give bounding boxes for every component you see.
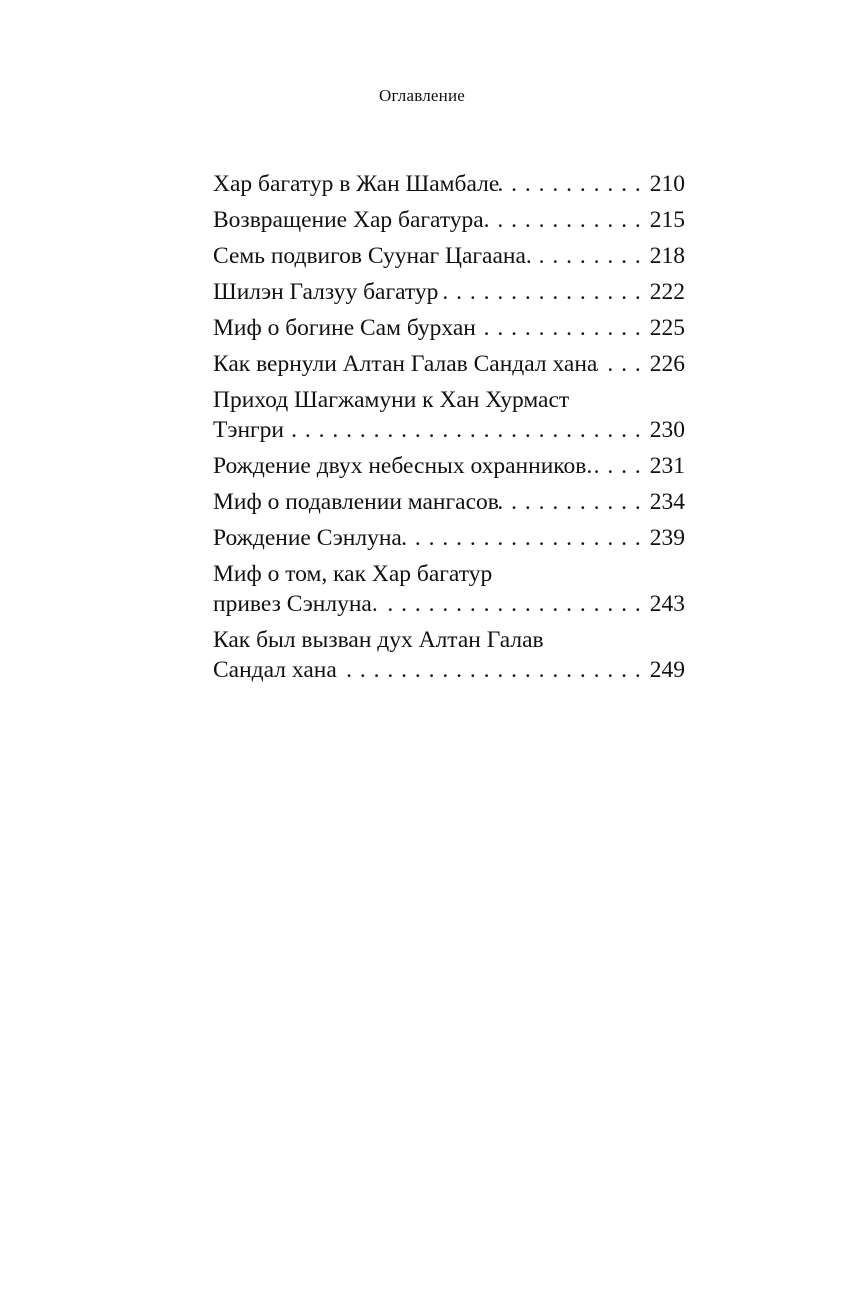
- dot-leader: [484, 202, 642, 238]
- toc-entry-page: 210: [649, 171, 685, 197]
- toc-entry-title-line-1: Как был вызван дух Алтан Галав: [213, 627, 544, 653]
- toc-entry-page: 230: [649, 417, 685, 443]
- toc-entry[interactable]: [213, 448, 685, 484]
- toc-entry[interactable]: [213, 238, 685, 274]
- toc-entry[interactable]: [213, 310, 685, 346]
- toc-entry-title: Рождение Сэнлуна: [213, 525, 402, 551]
- toc-entry[interactable]: [213, 166, 685, 202]
- toc-entry-page: 226: [649, 351, 685, 377]
- dot-leader: [597, 346, 641, 382]
- toc-entry[interactable]: [213, 274, 685, 310]
- toc-entry-title: Шилэн Галзуу багатур: [213, 279, 439, 305]
- toc-entry-page: 231: [649, 453, 685, 479]
- toc-entry-page: 215: [649, 207, 685, 233]
- dot-leader: [476, 310, 642, 346]
- toc-entry[interactable]: [213, 346, 685, 382]
- toc-entry-title-line-2: Тэнгри: [213, 417, 284, 443]
- toc-entry[interactable]: [213, 382, 685, 448]
- toc-entry-title: Семь подвигов Суунаг Цагаана.: [213, 243, 532, 269]
- dot-leader: [378, 586, 642, 622]
- toc-entry[interactable]: [213, 520, 685, 556]
- toc-entry-title: Возвращение Хар багатура: [213, 207, 484, 233]
- toc-entry-page: 218: [649, 243, 685, 269]
- toc-entry[interactable]: [213, 202, 685, 238]
- toc-entry-title: Как вернули Алтан Галав Сандал хана: [213, 351, 598, 377]
- dot-leader: [402, 520, 642, 556]
- toc-entry-title-line-2: Сандал хана: [213, 657, 337, 683]
- toc-entry[interactable]: [213, 484, 685, 520]
- toc-entry-page: 243: [649, 591, 685, 617]
- running-head: Оглавление: [379, 86, 465, 105]
- toc-entry-page: 222: [649, 279, 685, 305]
- toc-entry-title-line-1: Приход Шагжамуни к Хан Хурмаст: [213, 387, 570, 413]
- toc-entry-title: Рождение двух небесных охранников.: [213, 453, 593, 479]
- toc-entry[interactable]: [213, 622, 685, 688]
- toc-entry-title: Хар багатур в Жан Шамбале: [213, 171, 500, 197]
- toc-entry-title-line-2: привез Сэнлуна.: [213, 591, 378, 617]
- toc-entry-page: 225: [649, 315, 685, 341]
- toc-entry-page: 249: [649, 657, 685, 683]
- dot-leader: [438, 274, 641, 310]
- toc-entry-title: Миф о богине Сам бурхан: [213, 315, 476, 341]
- toc-entry-page: 239: [649, 525, 685, 551]
- dot-leader: [337, 652, 642, 688]
- dot-leader: [592, 448, 642, 484]
- dot-leader: [284, 412, 642, 448]
- toc-entry-title-line-1: Миф о том, как Хар багатур: [213, 561, 493, 587]
- dot-leader: [499, 166, 641, 202]
- toc-entry-page: 234: [649, 489, 685, 515]
- dot-leader: [499, 484, 642, 520]
- dot-leader: [532, 238, 642, 274]
- toc-entry[interactable]: [213, 556, 685, 622]
- toc-entry-title: Миф о подавлении мангасов: [213, 489, 499, 515]
- table-of-contents: [213, 166, 685, 688]
